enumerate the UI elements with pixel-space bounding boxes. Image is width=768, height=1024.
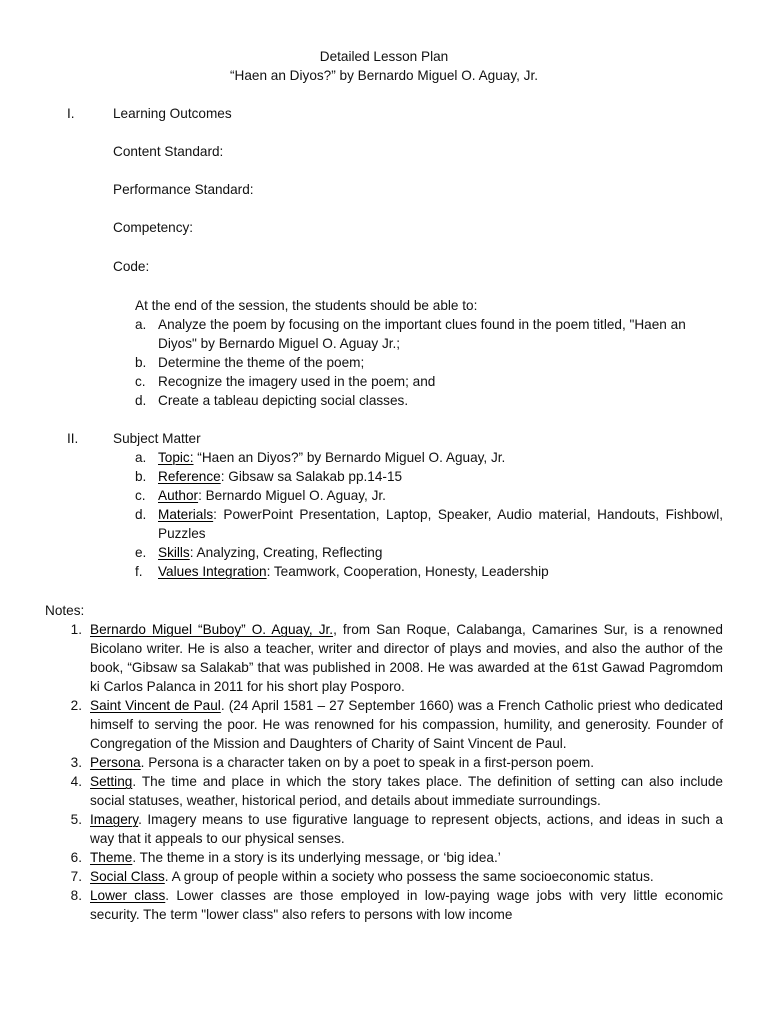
term: Reference (158, 469, 221, 484)
term: Bernardo Miguel “Buboy” O. Aguay, Jr. (90, 622, 334, 637)
definition: . The theme in a story is its underlying message, or ‘big idea.’ (132, 850, 501, 865)
notes-block (68, 620, 723, 924)
term: Imagery (90, 812, 139, 827)
note-item (68, 753, 723, 772)
note-item (68, 810, 723, 848)
subject-matter-item (135, 562, 723, 581)
list-marker: f. (135, 564, 143, 579)
objective-item (135, 372, 723, 391)
list-marker: c. (135, 374, 146, 389)
list-item-text (90, 698, 723, 751)
definition: “Haen an Diyos?” by Bernardo Miguel O. Aguay, Jr. (193, 450, 506, 465)
term: Values Integration (158, 564, 267, 579)
list-item-text (90, 888, 723, 922)
list-marker: d. (135, 507, 147, 522)
list-item-text (90, 774, 723, 808)
list-item-text: Create a tableau depicting social classes. (158, 393, 409, 408)
term: Social Class (90, 869, 165, 884)
term: Author (158, 488, 199, 503)
subject-matter-item (135, 486, 723, 505)
definition: : Teamwork, Cooperation, Honesty, Leadership (266, 564, 549, 579)
list-item-text (158, 488, 386, 503)
term: Lower class (90, 888, 166, 903)
list-marker: 5. (70, 812, 82, 827)
list-item-text (90, 850, 501, 865)
term: Theme (90, 850, 133, 865)
objectives-intro: At the end of the session, the students should be able to: (135, 298, 478, 313)
list-marker: b. (135, 469, 147, 484)
definition: , from San Roque, Calabanga, Camarines Sur, is a renowned Bicolano writer. He is also a teacher, writer and director of plays and movies, and also the author of the book, “Gibsaw sa Salakab” that was published in 2008. He was awarded at the 61st Gawad Pagromdom ki Carlos Palanca in 2011 for his short play Posporo. (90, 622, 723, 694)
competency-label: Competency: (113, 220, 194, 235)
list-marker: e. (135, 545, 147, 560)
definition: . Persona is a character taken on by a poet to speak in a first-person poem. (140, 755, 595, 770)
note-item (68, 696, 723, 753)
title-line-2: “Haen an Diyos?” by Bernardo Miguel O. Aguay, Jr. (229, 68, 539, 83)
definition: : Gibsaw sa Salakab pp.14-15 (220, 469, 403, 484)
note-item (68, 848, 723, 867)
list-item-text (158, 545, 382, 560)
term: Topic: (158, 450, 194, 465)
objective-item (135, 353, 723, 372)
section-heading: Learning Outcomes (113, 106, 232, 121)
definition: . Lower classes are those employed in low-paying wage jobs with very little economic security. The term "lower class" also refers to persons with low income (90, 888, 723, 922)
subject-matter-item (135, 543, 723, 562)
objectives-block (135, 296, 723, 410)
list-item-text (90, 869, 654, 884)
definition: . (24 April 1581 – 27 September 1660) was a French Catholic priest who dedicated himself to serving the poor. He was renowned for his compassion, humility, and generosity. Founder of Congregation of the Mission and Daughters of Charity of Saint Vincent de Paul. (90, 698, 723, 751)
subject-matter-list (135, 448, 723, 581)
list-marker: a. (135, 317, 147, 332)
definition: . Imagery means to use figurative language to represent objects, actions, and ideas in such a way that it appeals to our physical senses. (90, 812, 723, 846)
note-item (68, 772, 723, 810)
term: Persona (90, 755, 141, 770)
list-item-text (158, 469, 402, 484)
list-item-text (158, 507, 723, 541)
list-marker: 1. (70, 622, 82, 637)
list-marker: a. (135, 450, 147, 465)
definition: : Bernardo Miguel O. Aguay, Jr. (198, 488, 386, 503)
list-marker: 8. (70, 888, 82, 903)
notes-list (68, 620, 723, 924)
list-marker: b. (135, 355, 147, 370)
list-item-text (90, 622, 723, 694)
list-item-text (158, 450, 505, 465)
list-item-text (90, 812, 723, 846)
section-number: II. (67, 431, 79, 446)
term: Materials (158, 507, 214, 522)
list-marker: 6. (70, 850, 82, 865)
subject-matter-item (135, 505, 723, 543)
list-marker: d. (135, 393, 147, 408)
term: Saint Vincent de Paul (90, 698, 221, 713)
list-item-text: Determine the theme of the poem; (158, 355, 365, 370)
term: Skills (158, 545, 190, 560)
title-line-1: Detailed Lesson Plan (319, 49, 449, 64)
subject-matter-item (135, 448, 723, 467)
subject-matter-block (135, 448, 723, 581)
content-standard-label: Content Standard: (113, 144, 224, 159)
list-item-text: Recognize the imagery used in the poem; and (158, 374, 436, 389)
performance-standard-label: Performance Standard: (113, 182, 254, 197)
list-item-text (158, 564, 549, 579)
term: Setting (90, 774, 133, 789)
note-item (68, 867, 723, 886)
note-item (68, 886, 723, 924)
objectives-list (135, 315, 723, 410)
list-item-text: Analyze the poem by focusing on the important clues found in the poem titled, "Haen an Diyos" by Bernardo Miguel O. Aguay Jr.; (158, 317, 686, 351)
note-item (68, 620, 723, 696)
section-number: I. (67, 106, 75, 121)
definition: . The time and place in which the story takes place. The definition of setting can also include social statuses, weather, historical period, and details about immediate surroundings. (90, 774, 723, 808)
list-marker: 2. (70, 698, 82, 713)
list-item-text (90, 755, 594, 770)
document-title (0, 47, 768, 85)
list-marker: 3. (70, 755, 82, 770)
list-marker: 4. (70, 774, 82, 789)
objective-item (135, 391, 723, 410)
objective-item (135, 315, 723, 353)
definition: : PowerPoint Presentation, Laptop, Speaker, Audio material, Handouts, Fishbowl, Puzzles (158, 507, 723, 541)
definition: . A group of people within a society who possess the same socioeconomic status. (164, 869, 654, 884)
notes-label: Notes: (45, 603, 85, 618)
list-marker: c. (135, 488, 146, 503)
list-marker: 7. (70, 869, 82, 884)
section-heading: Subject Matter (113, 431, 201, 446)
subject-matter-item (135, 467, 723, 486)
definition: : Analyzing, Creating, Reflecting (189, 545, 383, 560)
code-label: Code: (113, 259, 150, 274)
